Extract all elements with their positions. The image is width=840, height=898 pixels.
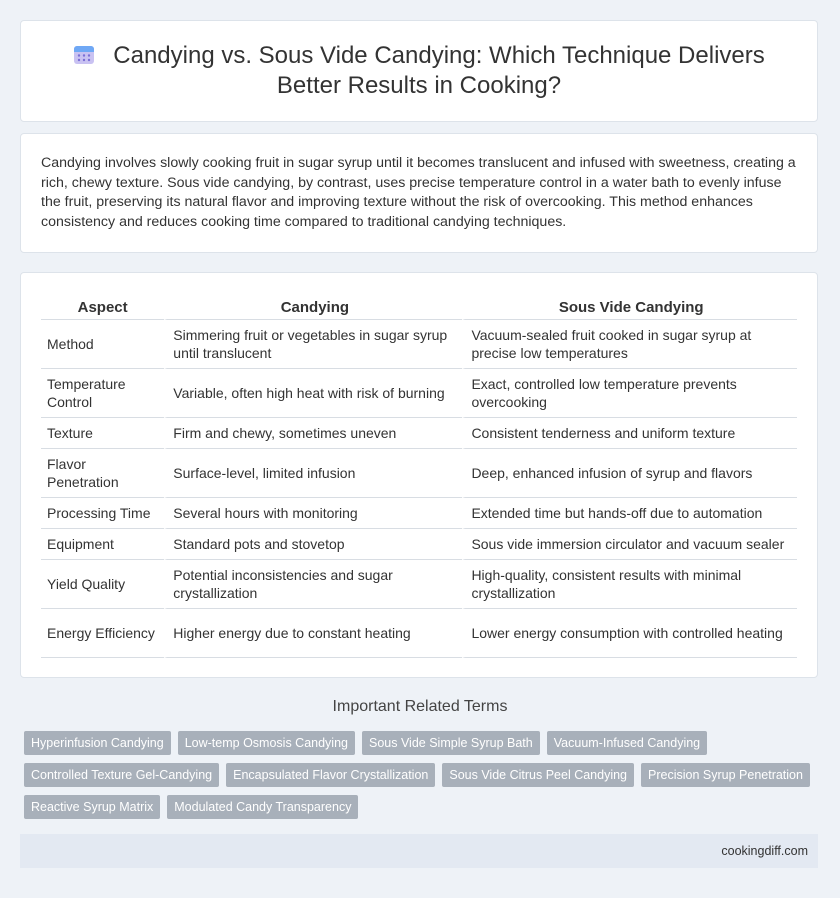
intro-card — [20, 133, 818, 253]
table-cell-candying: Simmering fruit or vegetables in sugar syrup until translucent — [164, 320, 462, 369]
table-cell-candying: Firm and chewy, sometimes uneven — [164, 418, 462, 449]
related-term-tag[interactable]: Hyperinfusion Candying — [24, 731, 171, 755]
table-cell-candying: Standard pots and stovetop — [164, 529, 462, 560]
table-cell-candying: Surface-level, limited infusion — [164, 449, 462, 498]
calendar-icon — [73, 43, 95, 65]
footer — [20, 834, 818, 868]
table-row — [41, 498, 797, 529]
table-cell-sous-vide: Vacuum-sealed fruit cooked in sugar syrup at precise low temperatures — [462, 320, 797, 369]
related-term-tag[interactable]: Reactive Syrup Matrix — [24, 795, 160, 819]
table-cell-sous-vide: Lower energy consumption with controlled heating — [462, 609, 797, 658]
table-row — [41, 369, 797, 418]
table-cell-candying: Higher energy due to constant heating — [164, 609, 462, 658]
table-cell-candying: Potential inconsistencies and sugar crystallization — [164, 560, 462, 609]
table-row — [41, 418, 797, 449]
table-cell-sous-vide: Extended time but hands-off due to automation — [462, 498, 797, 529]
related-term-tag[interactable]: Sous Vide Simple Syrup Bath — [362, 731, 540, 755]
table-row — [41, 320, 797, 369]
table-cell-candying: Several hours with monitoring — [164, 498, 462, 529]
comparison-card — [20, 272, 818, 678]
table-row — [41, 529, 797, 560]
related-term-tag[interactable]: Vacuum-Infused Candying — [547, 731, 707, 755]
column-header-sous-vide: Sous Vide Candying — [462, 295, 797, 320]
header-card — [20, 20, 818, 122]
table-header-row — [41, 295, 797, 320]
page-title-text: Candying vs. Sous Vide Candying: Which Technique Delivers Better Results in Cooking? — [113, 42, 765, 99]
table-cell-aspect: Temperature Control — [41, 369, 164, 418]
table-cell-aspect: Flavor Penetration — [41, 449, 164, 498]
table-cell-aspect: Processing Time — [41, 498, 164, 529]
related-term-tag[interactable]: Precision Syrup Penetration — [641, 763, 810, 787]
table-row — [41, 609, 797, 658]
related-term-tag[interactable]: Sous Vide Citrus Peel Candying — [442, 763, 634, 787]
table-cell-sous-vide: Deep, enhanced infusion of syrup and flavors — [462, 449, 797, 498]
table-cell-aspect: Energy Efficiency — [41, 609, 164, 658]
table-cell-aspect: Method — [41, 320, 164, 369]
table-cell-sous-vide: Exact, controlled low temperature prevents overcooking — [462, 369, 797, 418]
related-term-tag[interactable]: Low-temp Osmosis Candying — [178, 731, 355, 755]
column-header-candying: Candying — [164, 295, 462, 320]
table-cell-sous-vide: Sous vide immersion circulator and vacuum sealer — [462, 529, 797, 560]
related-terms-title: Important Related Terms — [332, 698, 508, 715]
table-cell-aspect: Yield Quality — [41, 560, 164, 609]
related-term-tag[interactable]: Modulated Candy Transparency — [167, 795, 358, 819]
comparison-table — [41, 295, 797, 658]
table-cell-sous-vide: High-quality, consistent results with minimal crystallization — [462, 560, 797, 609]
related-term-tag[interactable]: Encapsulated Flavor Crystallization — [226, 763, 435, 787]
related-term-tag[interactable]: Controlled Texture Gel-Candying — [24, 763, 219, 787]
table-row — [41, 449, 797, 498]
footer-site-link[interactable]: cookingdiff.com — [721, 844, 808, 858]
table-cell-candying: Variable, often high heat with risk of burning — [164, 369, 462, 418]
table-cell-aspect: Texture — [41, 418, 164, 449]
table-cell-aspect: Equipment — [41, 529, 164, 560]
page-title — [69, 41, 769, 101]
table-row — [41, 560, 797, 609]
table-cell-sous-vide: Consistent tenderness and uniform texture — [462, 418, 797, 449]
related-terms-list — [24, 731, 820, 827]
intro-paragraph: Candying involves slowly cooking fruit in sugar syrup until it becomes translucent and infused with sweetness, creating a rich, chewy texture. Sous vide candying, by contrast, uses precise temperature control in a water bath to evenly infuse the fruit, preserving its natural flavor and improving texture without the risk of overcooking. This method enhances consistency and reduces cooking time compared to traditional candying techniques. — [41, 155, 796, 230]
column-header-aspect: Aspect — [41, 295, 164, 320]
